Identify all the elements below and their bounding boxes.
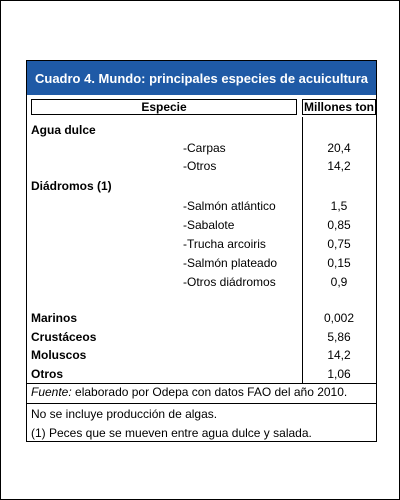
category-name: Marinos: [31, 311, 78, 325]
footnote: (1) Peces que se mueven entre agua dulce y salada.: [31, 426, 312, 440]
table-row: [27, 328, 376, 346]
species-value: 14,2: [327, 159, 351, 173]
footnote: No se incluye producción de algas.: [31, 407, 218, 421]
aquaculture-table: [26, 60, 377, 442]
table-header: [27, 99, 376, 116]
divider: [27, 383, 376, 384]
category-value: 14,2: [327, 348, 351, 362]
table-row: [27, 235, 376, 253]
table-title: Cuadro 4. Mundo: principales especies de acuicultura: [27, 61, 376, 95]
species-name: -Salmón plateado: [183, 256, 278, 270]
source-text: elaborado por Odepa con datos FAO del año 2010.: [71, 385, 348, 399]
species-value: 0,85: [327, 218, 351, 232]
source-label: Fuente:: [31, 385, 72, 399]
species-name: -Salmón atlántico: [183, 199, 276, 213]
source-note: [31, 385, 347, 399]
table-row: [27, 157, 376, 175]
table-row: [27, 309, 376, 327]
header-value: Millones ton: [304, 100, 374, 114]
category-value: 5,86: [327, 330, 351, 344]
species-name: -Carpas: [183, 141, 226, 155]
species-value: 0,9: [330, 275, 348, 289]
table-row: [27, 139, 376, 157]
table-row: [27, 365, 376, 383]
category-name: Otros: [31, 367, 64, 381]
group-label: Agua dulce: [31, 123, 96, 137]
table-row: [27, 197, 376, 215]
species-name: -Otros diádromos: [183, 275, 276, 289]
species-name: -Sabalote: [183, 218, 235, 232]
table-row: [27, 346, 376, 364]
table-row: [27, 273, 376, 291]
species-value: 1,5: [330, 199, 348, 213]
species-value: 20,4: [327, 141, 351, 155]
table-row: [27, 254, 376, 272]
group-label: Diádromos (1): [31, 179, 112, 193]
species-value: 0,75: [327, 237, 351, 251]
category-value: 1,06: [327, 367, 351, 381]
divider: [27, 403, 376, 404]
category-name: Moluscos: [31, 348, 87, 362]
species-name: -Trucha arcoiris: [183, 237, 266, 251]
table-row: [27, 216, 376, 234]
species-value: 0,15: [327, 256, 351, 270]
species-name: -Otros: [183, 159, 217, 173]
header-species: Especie: [31, 99, 297, 115]
category-name: Crustáceos: [31, 330, 97, 344]
group-row-agua-dulce: [27, 121, 376, 139]
group-row-diadromos: [27, 177, 376, 195]
category-value: 0,002: [323, 311, 355, 325]
